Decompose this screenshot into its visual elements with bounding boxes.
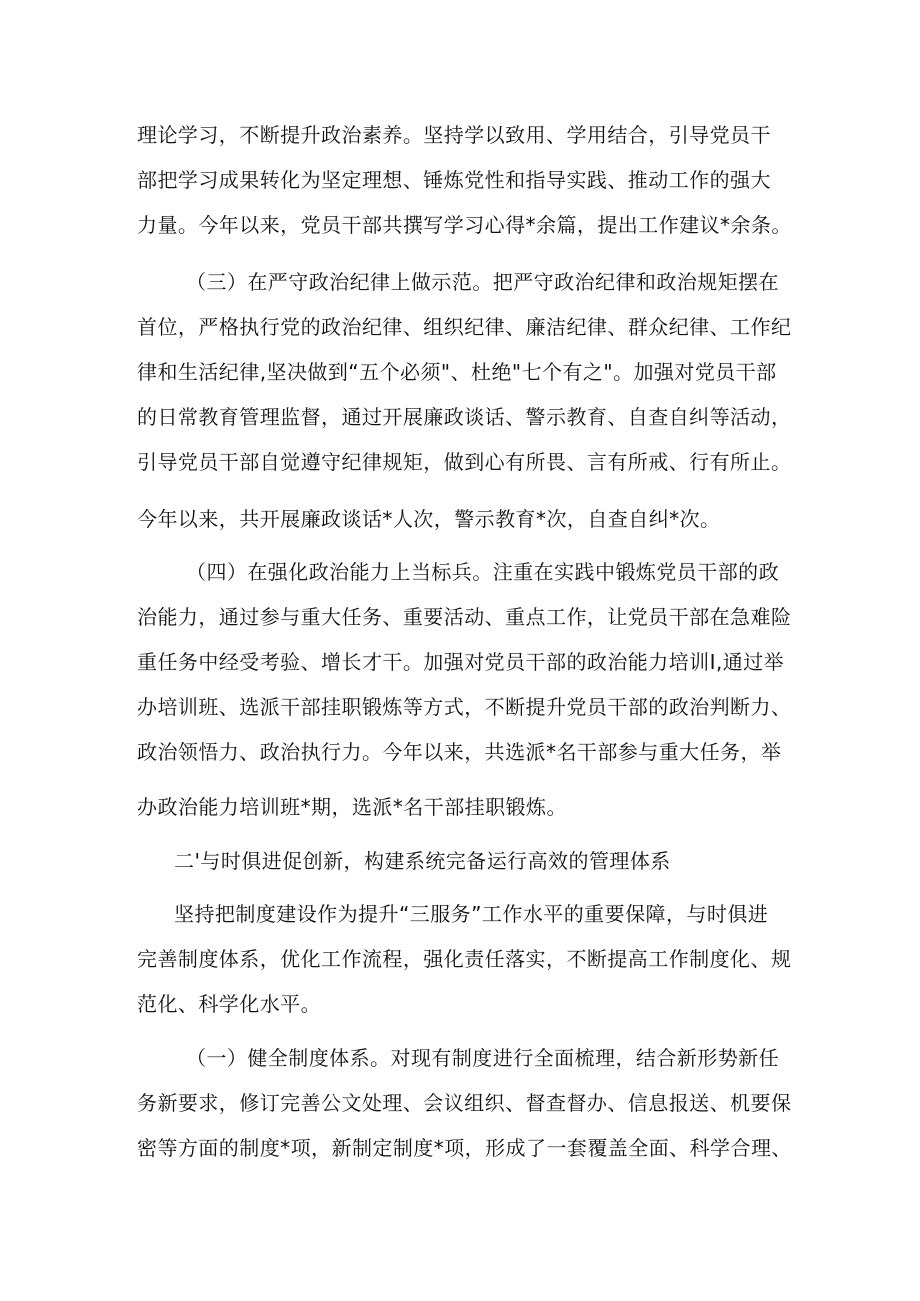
text-line: 理论学习，不断提升政治素养。坚持学以致用、学用结合，引导党员干 bbox=[137, 123, 771, 147]
text-line: 重任务中经受考验、增长才干。加强对党员干部的政治能力培训I,通过举 bbox=[137, 650, 785, 674]
text-line: 力量。今年以来，党员干部共撰写学习心得*余篇，提出工作建议*余条。 bbox=[137, 213, 792, 237]
text-line: （四）在强化政治能力上当标兵。注重在实践中锻炼党员干部的政 bbox=[186, 560, 780, 584]
text-line: （一）健全制度体系。对现有制度进行全面梳理，结合新形势新任 bbox=[186, 1046, 780, 1070]
text-line: 密等方面的制度*项，新制定制度*项，形成了一套覆盖全面、科学合理、 bbox=[137, 1136, 792, 1160]
text-line: 律和生活纪律,坚决做到“五个必须"、杜绝"七个有之"。加强对党员干部 bbox=[137, 360, 777, 384]
text-line: 政治领悟力、政治执行力。今年以来，共选派*名干部参与重大任务，举 bbox=[137, 740, 782, 764]
text-line: 部把学习成果转化为坚定理想、锤炼党性和指导实践、推动工作的强大 bbox=[137, 168, 771, 192]
text-line: （三）在严守政治纪律上做示范。把严守政治纪律和政治规矩摆在 bbox=[186, 270, 780, 294]
text-line: 完善制度体系，优化工作流程，强化责任落实，不断提高工作制度化、规 bbox=[137, 947, 792, 971]
text-line: 范化、科学化水平。 bbox=[137, 992, 322, 1016]
text-line: 引导党员干部自觉遵守纪律规矩，做到心有所畏、言有所戒、行有所止。 bbox=[137, 450, 792, 474]
text-line: 办政治能力培训班*期，选派*名干部挂职锻炼。 bbox=[137, 795, 567, 819]
text-line: 的日常教育管理监督，通过开展廉政谈话、警示教育、自查自纠等活动， bbox=[137, 405, 792, 429]
text-line: 务新要求，修订完善公文处理、会议组织、督查督办、信息报送、机要保 bbox=[137, 1091, 792, 1115]
section-heading: 二'与时俱进促创新，构建系统完备运行高效的管理体系 bbox=[174, 849, 671, 873]
text-line: 今年以来，共开展廉政谈话*人次，警示教育*次，自查自纠*次。 bbox=[137, 507, 721, 531]
text-line: 治能力，通过参与重大任务、重要活动、重点工作，让党员干部在急难险 bbox=[137, 605, 792, 629]
text-line: 办培训班、选派干部挂职锻炼等方式，不断提升党员干部的政治判断力、 bbox=[137, 695, 792, 719]
text-line: 坚持把制度建设作为提升“三服务”工作水平的重要保障，与时俱进 bbox=[174, 902, 769, 926]
text-line: 首位，严格执行党的政治纪律、组织纪律、廉洁纪律、群众纪律、工作纪 bbox=[137, 315, 792, 339]
